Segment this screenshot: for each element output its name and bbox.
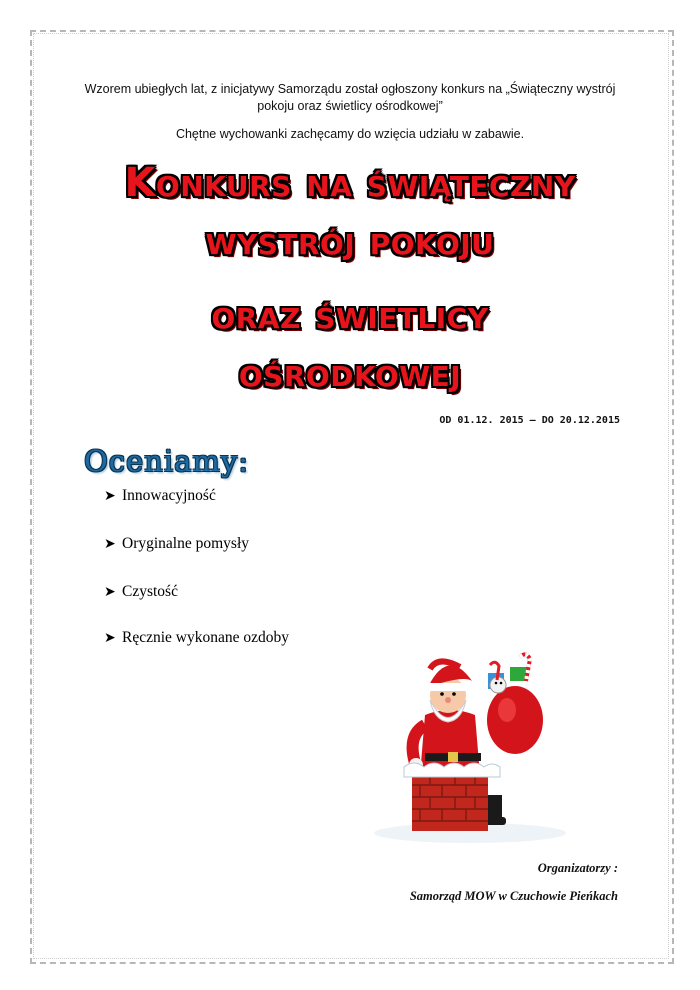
- date-range: OD 01.12. 2015 – DO 20.12.2015: [439, 415, 620, 426]
- intro-text: Wzorem ubiegłych lat, z inicjatywy Samorządu został ogłoszony konkurs na „Świąteczny wystrój pokoju oraz świetlicy ośrodkowej”: [84, 82, 616, 113]
- title-line-4: ośrodkowej: [238, 350, 462, 396]
- arrow-bullet-icon: ➤: [104, 585, 116, 600]
- title-line-1: Konkurs na świąteczny: [124, 160, 576, 206]
- arrow-bullet-icon: ➤: [104, 537, 116, 552]
- title-line-2: wystrój pokoju: [205, 218, 495, 264]
- criteria-heading: Oceniamy:: [84, 444, 250, 478]
- title-line-3: oraz świetlicy: [211, 292, 489, 338]
- criteria-item: ➤ Innowacyjność: [104, 487, 216, 504]
- criteria-item: ➤ Ręcznie wykonane ozdoby: [104, 629, 289, 646]
- organizers-name: Samorząd MOW w Czuchowie Pieńkach: [409, 889, 618, 903]
- criteria-item: ➤ Czystość: [104, 583, 178, 600]
- organizers-label: Organizatorzy :: [537, 861, 618, 875]
- arrow-bullet-icon: ➤: [104, 631, 116, 646]
- arrow-bullet-icon: ➤: [104, 489, 116, 504]
- criteria-item: ➤ Oryginalne pomysły: [104, 535, 249, 552]
- intro-invitation: Chętne wychowanki zachęcamy do wzięcia udziału w zabawie.: [175, 127, 525, 141]
- santa-chimney-illustration: [370, 645, 570, 845]
